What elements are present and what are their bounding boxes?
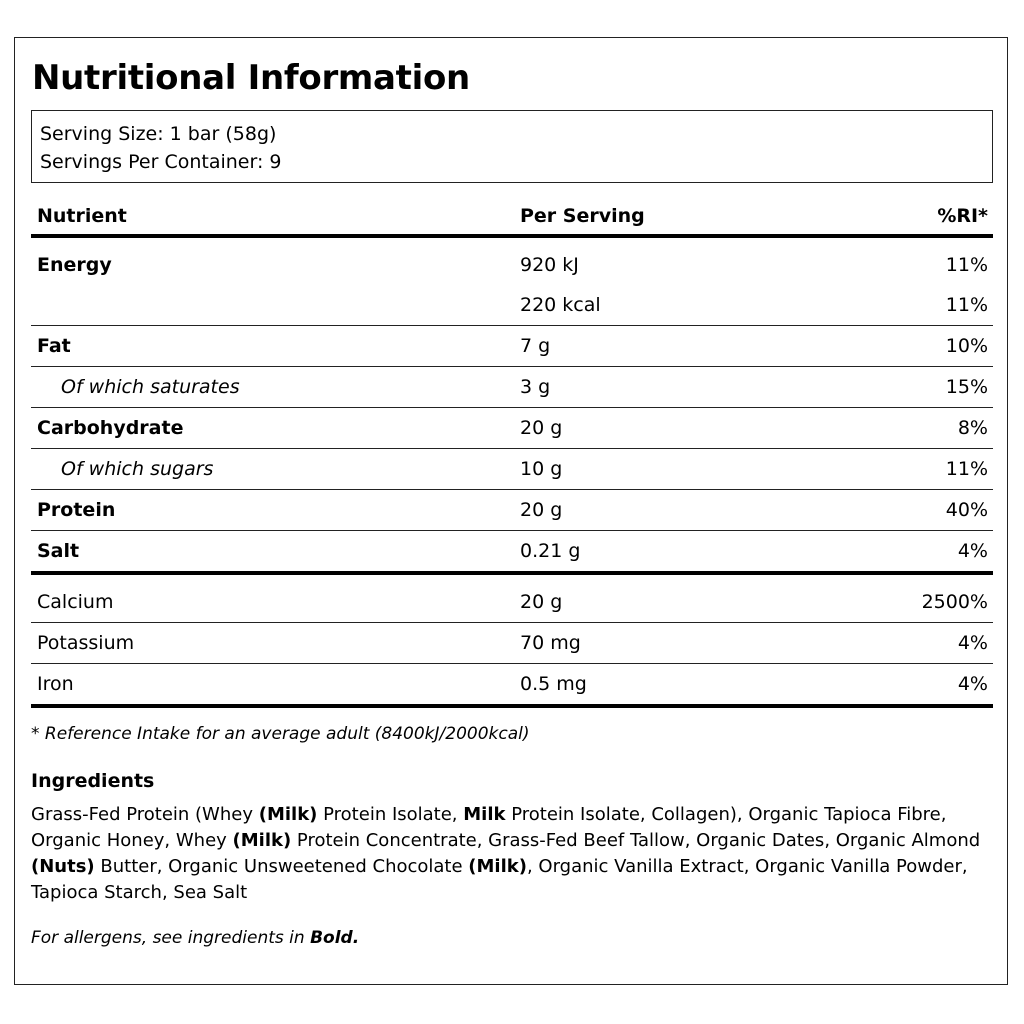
nutrient-amount: 3 g [520,376,551,398]
page-title: Nutritional Information [32,58,470,98]
nutrient-name: Carbohydrate [37,417,184,439]
header-ri: %RI* [937,205,988,227]
ingredients-list [31,802,996,906]
allergen-note [31,928,359,948]
table-row-potassium [31,624,993,664]
table-header [31,196,993,238]
nutrient-ri: 4% [957,632,988,654]
table-row-protein [31,491,993,531]
header-per-serving: Per Serving [520,205,645,227]
table-row-calcium [31,583,993,623]
nutrient-amount: 10 g [520,458,563,480]
table-row-saturates [31,368,993,408]
nutrient-amount: 20 g [520,499,563,521]
reference-intake-footnote: * Reference Intake for an average adult (8400kJ/2000kcal) [31,724,530,744]
ingredients-text: , Organic Vanilla Extract, Organic Vanilla Powder, Tapioca Starch, Sea Salt [31,856,968,903]
table-row-iron [31,665,993,708]
serving-info-box [31,110,993,183]
nutrient-ri: 2500% [921,591,988,613]
nutrient-ri: 11% [945,294,988,316]
nutrient-amount: 920 kJ [520,254,579,276]
nutrient-amount: 220 kcal [520,294,601,316]
table-row-fat [31,327,993,367]
table-row-carbohydrate [31,409,993,449]
nutrient-name: Of which sugars [61,458,214,480]
nutrient-name: Potassium [37,632,135,654]
table-row-energy-kcal [31,286,993,326]
nutrient-ri: 4% [957,673,988,695]
nutrient-ri: 8% [957,417,988,439]
nutrient-ri: 11% [945,254,988,276]
nutrient-amount: 70 mg [520,632,581,654]
ingredients-text: Protein Isolate, Collagen), Organic Tapioca Fibre, Organic Honey, Whey [31,804,947,851]
ingredients-text: Grass-Fed Protein (Whey [31,804,259,825]
allergen-milk: Milk [463,804,506,825]
nutrient-name: Protein [37,499,116,521]
ingredients-text: Protein Concentrate, Grass-Fed Beef Tallow, Organic Dates, Organic Almond [291,830,981,851]
nutrient-ri: 10% [945,335,988,357]
nutrition-panel [14,37,1008,985]
allergen-milk: (Milk) [258,804,318,825]
allergen-note-bold: Bold. [310,928,360,948]
table-row-sugars [31,450,993,490]
nutrient-name: Of which saturates [61,376,240,398]
allergen-nuts: (Nuts) [31,856,95,877]
nutrient-name: Fat [37,335,71,357]
allergen-milk: (Milk) [468,856,527,877]
nutrient-ri: 4% [957,540,988,562]
nutrient-amount: 20 g [520,591,563,613]
allergen-note-text: For allergens, see ingredients in [31,928,311,948]
header-nutrient: Nutrient [37,205,127,227]
nutrient-name: Iron [37,673,74,695]
servings-per-container: Servings Per Container: 9 [40,151,282,173]
ingredients-text: Butter, Organic Unsweetened Chocolate [94,856,469,877]
allergen-milk: (Milk) [232,830,292,851]
table-row-salt [31,532,993,575]
nutrient-name: Calcium [37,591,114,613]
ingredients-text: Protein Isolate, [317,804,464,825]
nutrient-amount: 7 g [520,335,551,357]
serving-size: Serving Size: 1 bar (58g) [40,123,277,145]
nutrient-name: Energy [37,254,112,276]
nutrient-amount: 20 g [520,417,563,439]
nutrient-amount: 0.5 mg [520,673,587,695]
table-row-energy-kj [31,246,993,286]
nutrient-amount: 0.21 g [520,540,581,562]
nutrient-ri: 15% [945,376,988,398]
ingredients-heading: Ingredients [31,770,155,792]
nutrient-name: Salt [37,540,80,562]
nutrient-ri: 40% [945,499,988,521]
nutrient-ri: 11% [945,458,988,480]
